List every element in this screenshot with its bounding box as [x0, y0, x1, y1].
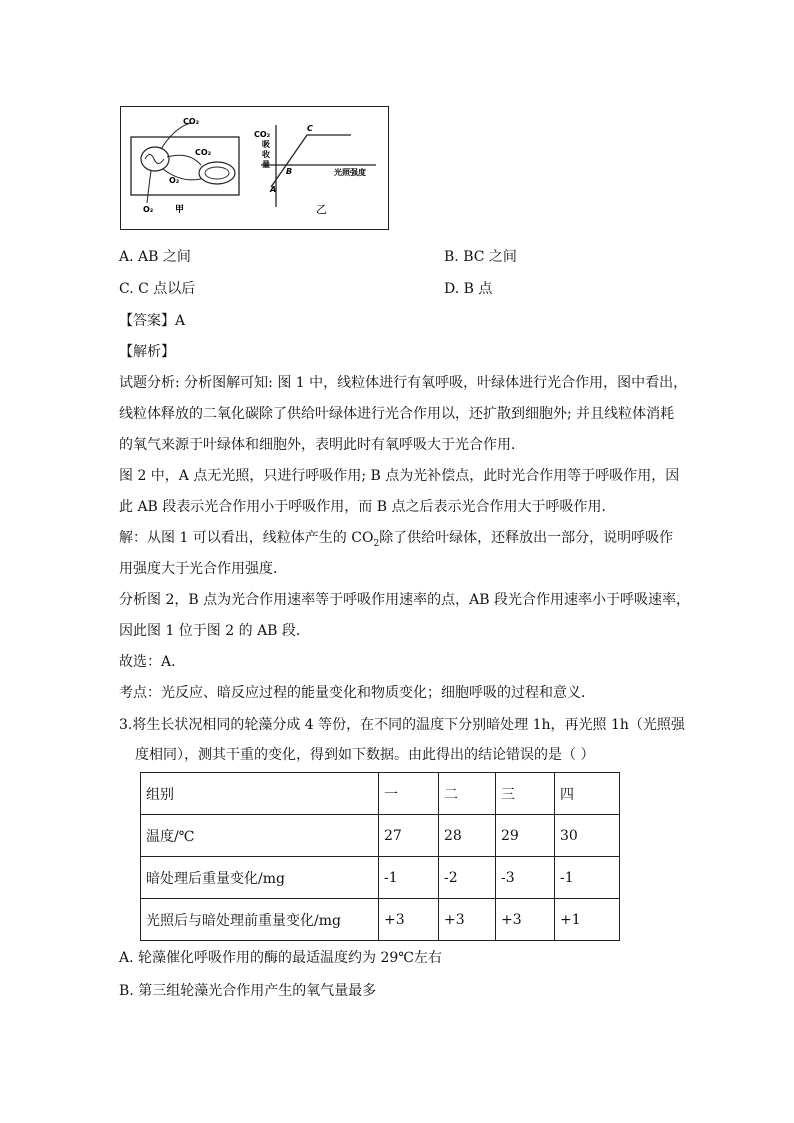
table-cell: +3 — [439, 899, 496, 941]
option-c: C. C 点以后 — [119, 281, 196, 297]
caption-jia: 甲 — [175, 205, 185, 215]
label-o2-inner: O₂ — [169, 176, 180, 185]
analysis-line-6-a: 解：从图 1 可以看出，线粒体产生的 CO — [119, 530, 374, 546]
analysis-line-11: 考点：光反应、暗反应过程的能量变化和物质变化；细胞呼吸的过程和意义． — [119, 685, 595, 701]
chloroplast — [199, 162, 235, 184]
point-b-label: B — [286, 167, 293, 176]
analysis-line-9: 因此图 1 位于图 2 的 AB 段． — [119, 623, 310, 639]
figure-box — [120, 106, 389, 230]
option-b: B. BC 之间 — [444, 249, 517, 265]
analysis-title: 【解析】 — [119, 344, 175, 360]
mitochondrion-cristae — [145, 155, 164, 164]
table-cell: -3 — [496, 857, 555, 899]
y-label-char-1: 吸 — [262, 140, 270, 149]
y-label-char-2: 收 — [262, 150, 270, 159]
q3-line-1: 3.将生长状况相同的轮藻分成 4 等份，在不同的温度下分别暗处理 1h，再光照 1h（光照强 — [119, 717, 685, 733]
table-cell: 温度/℃ — [141, 815, 379, 857]
table-cell: +3 — [379, 899, 439, 941]
figure-diagrams — [121, 107, 388, 229]
chloroplast-grana — [205, 167, 229, 179]
q3-option-b: B. 第三组轮藻光合作用产生的氧气量最多 — [119, 983, 377, 999]
graph-curve — [271, 135, 351, 187]
table-cell: 28 — [439, 815, 496, 857]
answer-line: 【答案】A — [119, 313, 186, 329]
table-cell: 四 — [555, 773, 620, 815]
table-cell: 暗处理后重量变化/mg — [141, 857, 379, 899]
table-cell: +3 — [496, 899, 555, 941]
table-row — [141, 857, 620, 899]
analysis-line-1: 试题分析: 分析图解可知: 图 1 中，线粒体进行有氧呼吸，叶绿体进行光合作用，图中看出， — [119, 375, 688, 391]
table-cell: 二 — [439, 773, 496, 815]
label-co2-top: CO₂ — [183, 117, 200, 126]
table-row — [141, 815, 620, 857]
table-cell: 27 — [379, 815, 439, 857]
cell-outline — [131, 137, 239, 195]
table-cell: 光照后与暗处理前重量变化/mg — [141, 899, 379, 941]
table-row — [141, 773, 620, 815]
point-a-label: A — [270, 185, 277, 194]
analysis-line-5: 此 AB 段表示光合作用小于呼吸作用，而 B 点之后表示光合作用大于呼吸作用． — [119, 499, 616, 515]
table-cell: -1 — [379, 857, 439, 899]
x-axis-label: 光照强度 — [334, 168, 366, 177]
y-label-co2: CO₂ — [254, 130, 271, 139]
co2-subscript: 2 — [373, 538, 380, 549]
table-row — [141, 899, 620, 941]
analysis-line-6 — [119, 528, 673, 554]
label-o2-bottom: O₂ — [143, 205, 154, 214]
q3-line-2: 度相同），测其干重的变化，得到如下数据。由此得出的结论错误的是（ ） — [135, 747, 595, 763]
co2-out-arrow — [161, 123, 191, 149]
analysis-line-3: 的氧气来源于叶绿体和细胞外，表明此时有氧呼吸大于光合作用． — [119, 437, 525, 453]
point-c-label: C — [307, 124, 313, 133]
analysis-line-8: 分析图 2，B 点为光合作用速率等于呼吸作用速率的点，AB 段光合作用速率小于呼吸速率， — [119, 592, 690, 608]
table-cell: +1 — [555, 899, 620, 941]
analysis-line-4: 图 2 中，A 点无光照，只进行呼吸作用; B 点为光补偿点，此时光合作用等于呼吸作用，因 — [119, 468, 680, 484]
option-d: D. B 点 — [444, 281, 493, 297]
table-cell: 29 — [496, 815, 555, 857]
table-cell: -2 — [439, 857, 496, 899]
label-co2-inner: CO₂ — [195, 148, 212, 157]
table-cell: 组别 — [141, 773, 379, 815]
data-table — [140, 772, 620, 941]
caption-yi: 乙 — [316, 203, 327, 216]
analysis-line-2: 线粒体释放的二氧化碳除了供给叶绿体进行光合作用以，还扩散到细胞外; 并且线粒体消耗 — [119, 406, 675, 422]
table-cell: 30 — [555, 815, 620, 857]
table-cell: 三 — [496, 773, 555, 815]
q3-option-a: A. 轮藻催化呼吸作用的酶的最适温度约为 29℃左右 — [119, 950, 442, 966]
table-cell: -1 — [555, 857, 620, 899]
table-cell: 一 — [379, 773, 439, 815]
y-label-char-3: 量 — [262, 160, 270, 169]
analysis-line-6-b: 除了供给叶绿体，还释放出一部分，说明呼吸作 — [379, 530, 674, 546]
o2-in-arrow — [147, 171, 151, 203]
option-a: A. AB 之间 — [119, 249, 191, 265]
analysis-line-7: 用强度大于光合作用强度． — [119, 561, 287, 577]
analysis-line-10: 故选：A． — [119, 654, 186, 670]
